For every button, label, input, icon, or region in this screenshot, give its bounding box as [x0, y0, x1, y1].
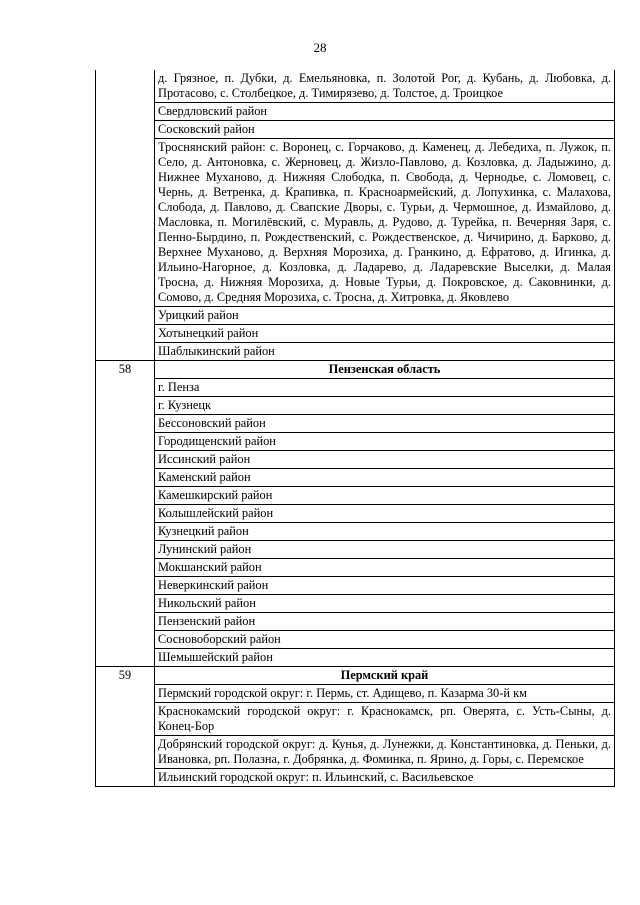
district-entry: Иссинский район	[155, 451, 615, 469]
table-row	[96, 523, 615, 541]
district-entry: Шемышейский район	[155, 649, 615, 667]
district-entry: Каменский район	[155, 469, 615, 487]
row-number	[96, 433, 155, 451]
table-row	[96, 469, 615, 487]
row-number	[96, 736, 155, 769]
district-entry: Троснянский район: с. Воронец, с. Горчаково, д. Каменец, д. Лебедиха, п. Лужок, п. Село, д. Антоновка, с. Жерновец, д. Жизло-Павлово, д. Козловка, д. Ладыжино, д. Нижнее Муханово, д. Нижняя Слободка, п. Свобода, д. Чернодье, с. Ломовец, с. Чернь, д. Ветренка, д. Крапивка, п. Красноармейский, д. Лопухинка, с. Малахова, Слобода, д. Павлово, д. Свапские Дворы, с. Турьи, д. Чермошное, д. Измайлово, д. Масловка, п. Могилёвский, с. Муравль, д. Рудово, д. Турейка, п. Вечерняя Заря, с. Пенно-Бырдино, п. Рождественский, с. Рождественское, д. Чичирино, д. Барково, д. Верхнее Муханово, д. Верхняя Морозиха, д. Гранкино, д. Ефратово, д. Игинка, д. Ильино-Нагорное, д. Козловка, д. Ладарево, д. Ладаревские Выселки, д. Малая Тросна, д. Нижняя Морозиха, д. Новые Турьи, д. Покровское, д. Саковнинки, д. Сомово, д. Средняя Морозиха, с. Тросна, д. Хитровка, д. Яковлево	[155, 139, 615, 307]
table-row	[96, 139, 615, 307]
table-row	[96, 541, 615, 559]
row-number	[96, 397, 155, 415]
district-entry: Лунинский район	[155, 541, 615, 559]
row-number	[96, 70, 155, 103]
row-number	[96, 505, 155, 523]
district-entry: Пензенский район	[155, 613, 615, 631]
district-entry: Краснокамский городской округ: г. Краснокамск, рп. Оверята, с. Усть-Сыны, д. Конец-Бор	[155, 703, 615, 736]
table-row	[96, 121, 615, 139]
page-number: 28	[313, 40, 327, 55]
row-number	[96, 103, 155, 121]
row-number	[96, 541, 155, 559]
row-number	[96, 703, 155, 736]
table-row	[96, 703, 615, 736]
row-number	[96, 415, 155, 433]
row-number	[96, 595, 155, 613]
table-row	[96, 103, 615, 121]
row-number	[96, 139, 155, 307]
region-title: Пермский край	[155, 667, 615, 685]
row-number	[96, 451, 155, 469]
table-row	[96, 505, 615, 523]
district-entry: Неверкинский район	[155, 577, 615, 595]
district-entry: г. Пенза	[155, 379, 615, 397]
table-row	[96, 595, 615, 613]
district-entry: Ильинский городской округ: п. Ильинский, с. Васильевское	[155, 769, 615, 787]
district-entry: Никольский район	[155, 595, 615, 613]
table-row	[96, 307, 615, 325]
row-number	[96, 523, 155, 541]
table-row	[96, 769, 615, 787]
district-entry: д. Грязное, п. Дубки, д. Емельяновка, п. Золотой Рог, д. Кубань, д. Любовка, д. Протасово, с. Столбецкое, д. Тимирязево, д. Толстое, д. Троицкое	[155, 70, 615, 103]
row-number	[96, 325, 155, 343]
row-number	[96, 685, 155, 703]
district-entry: Свердловский район	[155, 103, 615, 121]
district-entry: Шаблыкинский район	[155, 343, 615, 361]
district-entry: Бессоновский район	[155, 415, 615, 433]
table-row	[96, 70, 615, 103]
row-number	[96, 121, 155, 139]
district-entry: Урицкий район	[155, 307, 615, 325]
district-entry: Колышлейский район	[155, 505, 615, 523]
row-number	[96, 559, 155, 577]
regions-table	[95, 70, 615, 787]
region-header-row	[96, 667, 615, 685]
district-entry: Камешкирский район	[155, 487, 615, 505]
district-entry: г. Кузнецк	[155, 397, 615, 415]
row-number	[96, 649, 155, 667]
row-number	[96, 769, 155, 787]
table-row	[96, 736, 615, 769]
district-entry: Пермский городской округ: г. Пермь, ст. Адищево, п. Казарма 30-й км	[155, 685, 615, 703]
row-number	[96, 469, 155, 487]
row-number: 59	[96, 667, 155, 685]
row-number	[96, 631, 155, 649]
table-row	[96, 325, 615, 343]
row-number	[96, 487, 155, 505]
table-row	[96, 343, 615, 361]
district-entry: Сосновоборский район	[155, 631, 615, 649]
district-entry: Сосковский район	[155, 121, 615, 139]
table-row	[96, 415, 615, 433]
district-entry: Кузнецкий район	[155, 523, 615, 541]
region-title: Пензенская область	[155, 361, 615, 379]
row-number	[96, 379, 155, 397]
row-number: 58	[96, 361, 155, 379]
table-row	[96, 451, 615, 469]
table-row	[96, 577, 615, 595]
district-entry: Добрянский городской округ: д. Кунья, д. Лунежки, д. Константиновка, д. Пеньки, д. Ивановка, рп. Полазна, г. Добрянка, д. Фоминка, п. Ярино, д. Горы, с. Перемское	[155, 736, 615, 769]
table-row	[96, 559, 615, 577]
district-entry: Мокшанский район	[155, 559, 615, 577]
table-row	[96, 649, 615, 667]
district-entry: Городищенский район	[155, 433, 615, 451]
table-row	[96, 631, 615, 649]
table-row	[96, 433, 615, 451]
table-row	[96, 487, 615, 505]
table-row	[96, 685, 615, 703]
row-number	[96, 577, 155, 595]
row-number	[96, 343, 155, 361]
district-entry: Хотынецкий район	[155, 325, 615, 343]
region-header-row	[96, 361, 615, 379]
table-row	[96, 397, 615, 415]
table-row	[96, 613, 615, 631]
row-number	[96, 307, 155, 325]
regions-table-body	[96, 70, 615, 787]
table-row	[96, 379, 615, 397]
row-number	[96, 613, 155, 631]
